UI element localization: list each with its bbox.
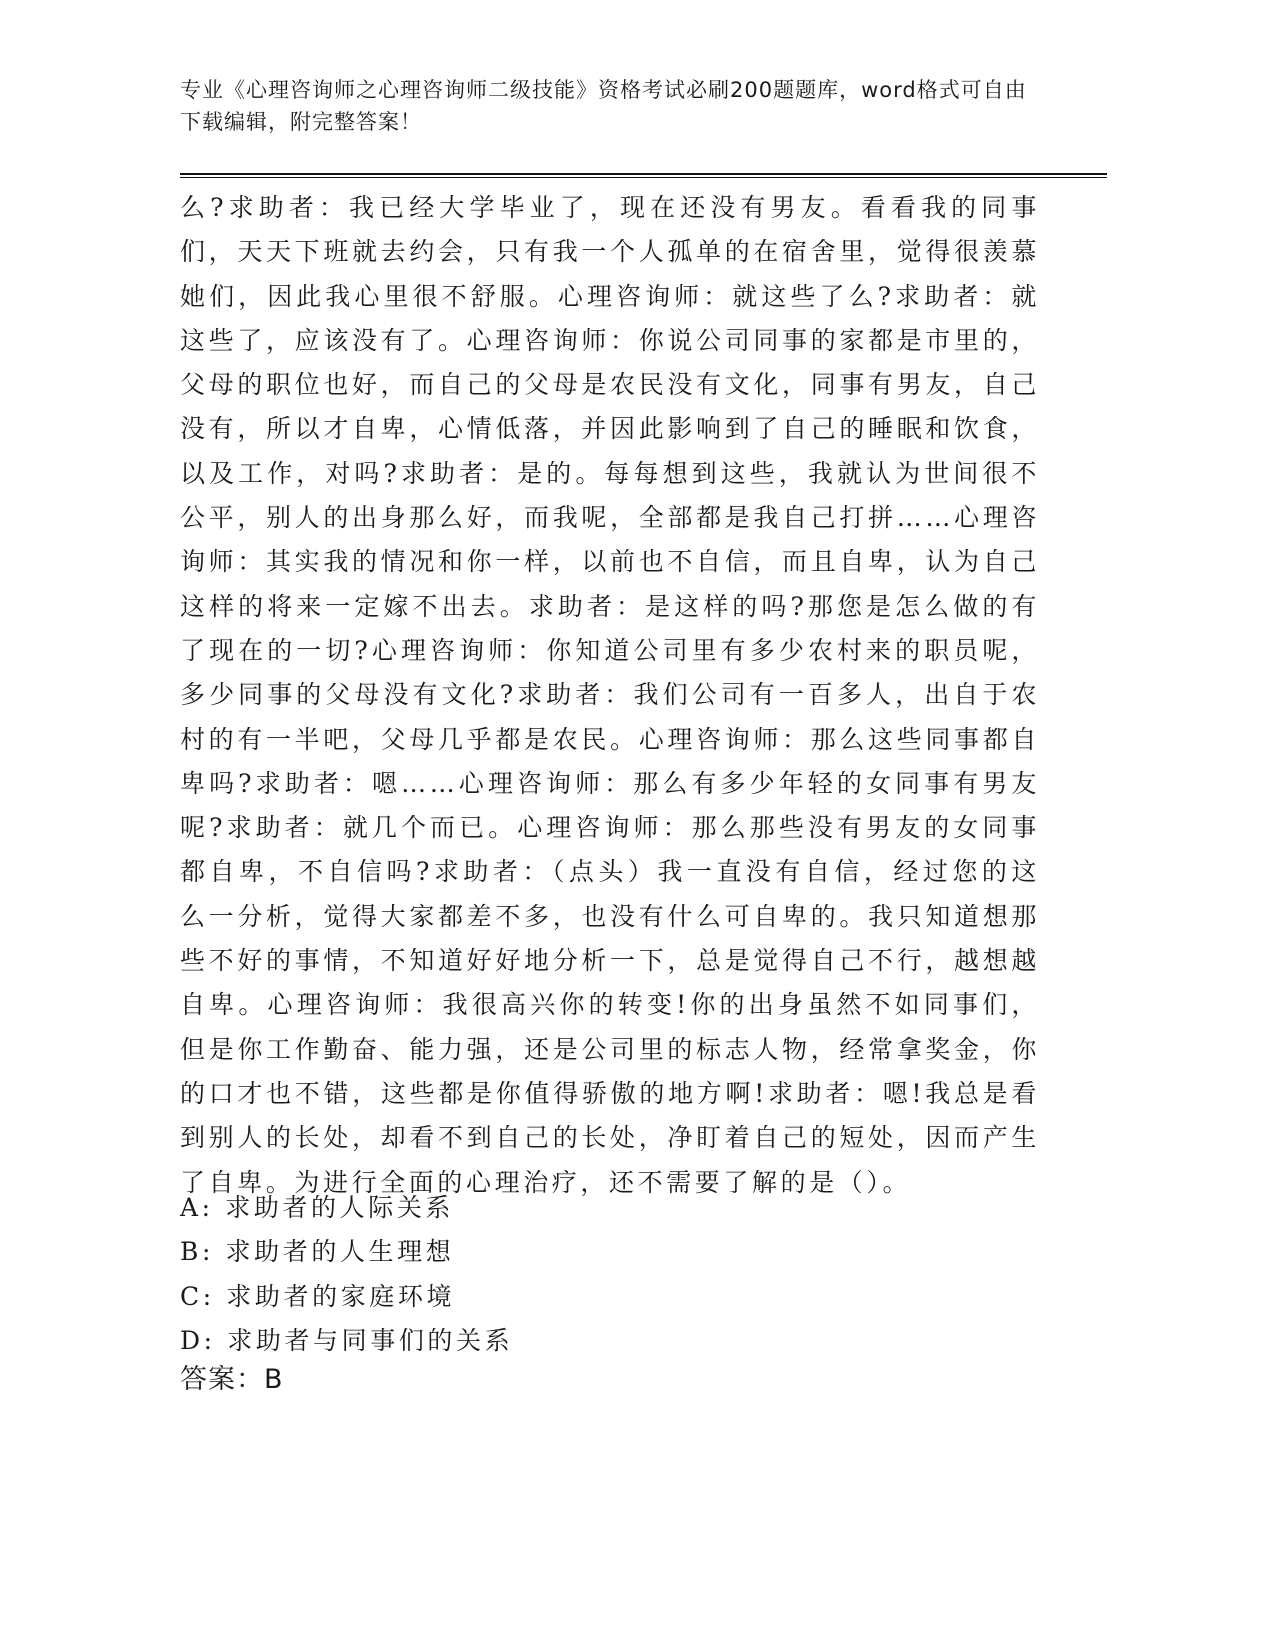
page-header: 专业《心理咨询师之心理咨询师二级技能》资格考试必刷200题题库，word格式可自由下载编辑，附完整答案！: [180, 78, 1027, 134]
option-d: D: 求助者与同事们的关系: [180, 1325, 514, 1355]
header-divider: [180, 173, 1107, 178]
option-c: C: 求助者的家庭环境: [180, 1281, 456, 1311]
answer-line: 答案：B: [180, 1364, 284, 1395]
options-list: [180, 1186, 1040, 1363]
question-text: 么?求助者：我已经大学毕业了，现在还没有男友。看看我的同事们，天天下班就去约会，只有我一个人孤单的在宿舍里，觉得很羡慕她们，因此我心里很不舒服。心理咨询师：就这些了么?求助者：就这些了，应该没有了。心理咨询师：你说公司同事的家都是市里的，父母的职位也好，而自己的父母是农民没有文化，同事有男友，自己没有，所以才自卑，心情低落，并因此影响到了自己的睡眠和饮食，以及工作，对吗?求助者：是的。每每想到这些，我就认为世间很不公平，别人的出身那么好，而我呢，全部都是我自己打拼……心理咨询师：其实我的情况和你一样，以前也不自信，而且自卑，认为自己这样的将来一定嫁不出去。求助者：是这样的吗?那您是怎么做的有了现在的一切?心理咨询师：你知道公司里有多少农村来的职员呢，多少同事的父母没有文化?求助者：我们公司有一百多人，出自于农村的有一半吧，父母几乎都是农民。心理咨询师：那么这些同事都自卑吗?求助者：嗯……心理咨询师：那么有多少年轻的女同事有男友呢?求助者：就几个而已。心理咨询师：那么那些没有男友的女同事都自卑，不自信吗?求助者：（点头）我一直没有自信，经过您的这么一分析，觉得大家都差不多，也没有什么可自卑的。我只知道想那些不好的事情，不知道好好地分析一下，总是觉得自己不行，越想越自卑。心理咨询师：我很高兴你的转变!你的出身虽然不如同事们，但是你工作勤奋、能力强，还是公司里的标志人物，经常拿奖金，你的口才也不错，这些都是你值得骄傲的地方啊!求助者：嗯!我总是看到别人的长处，却看不到自己的长处，净盯着自己的短处，因而产生了自卑。为进行全面的心理治疗，还不需要了解的是（）。: [180, 193, 1040, 1197]
option-a: A: 求助者的人际关系: [180, 1193, 455, 1222]
option-b: B: 求助者的人生理想: [180, 1237, 455, 1267]
